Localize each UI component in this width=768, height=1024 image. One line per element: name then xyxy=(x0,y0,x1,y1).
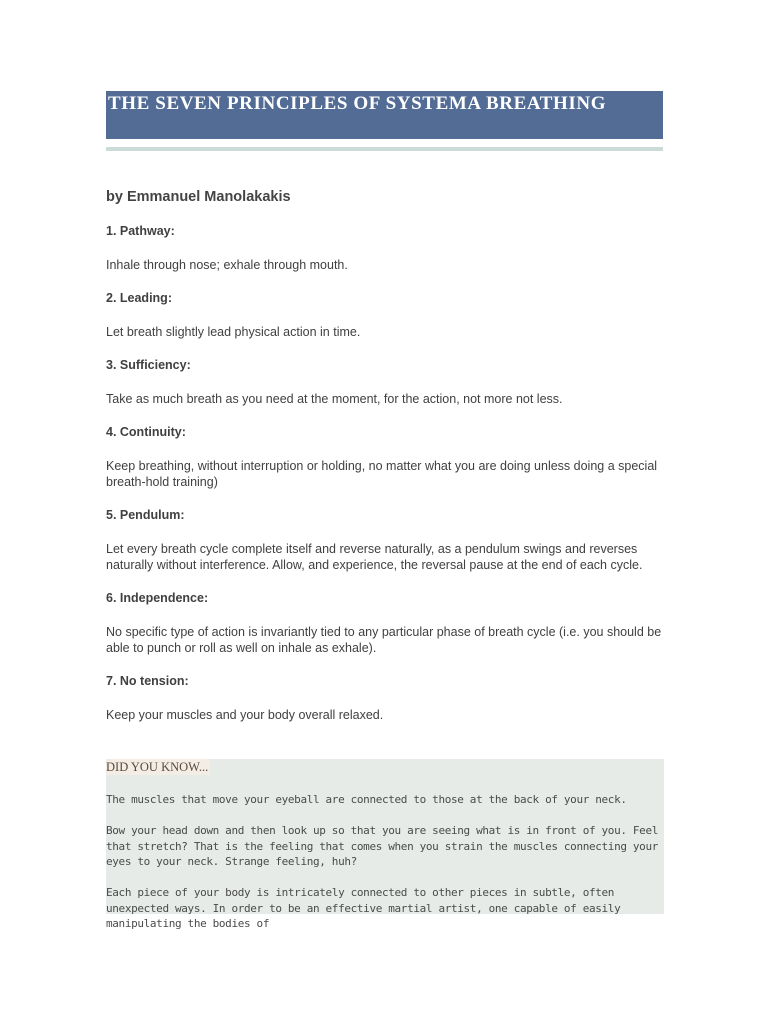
byline: by Emmanuel Manolakakis xyxy=(106,189,291,205)
principle-heading: 2. Leading: xyxy=(106,291,172,305)
did-you-know-paragraph: Each piece of your body is intricately connected to other pieces in subtle, often unexpected ways. In order to be an effective martial artist, one capable of easily manipulating the bodies of xyxy=(106,886,621,930)
principle-heading: 7. No tension: xyxy=(106,674,189,688)
principle-text: Let breath slightly lead physical action in time. xyxy=(106,325,361,339)
principle-6 xyxy=(106,590,663,656)
principle-text: Take as much breath as you need at the moment, for the action, not more not less. xyxy=(106,392,563,406)
title-divider xyxy=(106,147,663,151)
article xyxy=(106,91,663,723)
principle-text: Keep breathing, without interruption or holding, no matter what you are doing unless doing a special breath-hold training) xyxy=(106,459,658,489)
principle-3 xyxy=(106,357,663,407)
principle-heading: 4. Continuity: xyxy=(106,425,186,439)
principle-1 xyxy=(106,223,663,273)
principle-text: Inhale through nose; exhale through mouth. xyxy=(106,258,348,272)
principle-text: No specific type of action is invariantly tied to any particular phase of breath cycle (i.e. you should be able to punch or roll as well on inhale as exhale). xyxy=(106,625,662,655)
page-title: THE SEVEN PRINCIPLES OF SYSTEMA BREATHING xyxy=(106,91,663,139)
principle-2 xyxy=(106,290,663,340)
did-you-know-label: DID YOU KNOW... xyxy=(106,760,209,774)
principle-7 xyxy=(106,673,663,723)
principle-heading: 1. Pathway: xyxy=(106,224,175,238)
principle-text: Let every breath cycle complete itself and reverse naturally, as a pendulum swings and reverses naturally without interference. Allow, and experience, the reversal pause at the end of each cycle. xyxy=(106,542,643,572)
did-you-know-paragraph: The muscles that move your eyeball are connected to those at the back of your neck. xyxy=(106,793,627,806)
principle-heading: 6. Independence: xyxy=(106,591,209,605)
principle-text: Keep your muscles and your body overall relaxed. xyxy=(106,708,384,722)
principle-heading: 3. Sufficiency: xyxy=(106,358,191,372)
did-you-know-paragraph: Bow your head down and then look up so that you are seeing what is in front of you. Feel that stretch? That is the feeling that comes when you strain the muscles connecting your eyes to your neck. Strange feeling, huh? xyxy=(106,824,658,868)
principle-4 xyxy=(106,424,663,490)
principle-5 xyxy=(106,507,663,573)
did-you-know-box xyxy=(106,759,664,930)
principle-heading: 5. Pendulum: xyxy=(106,508,185,522)
